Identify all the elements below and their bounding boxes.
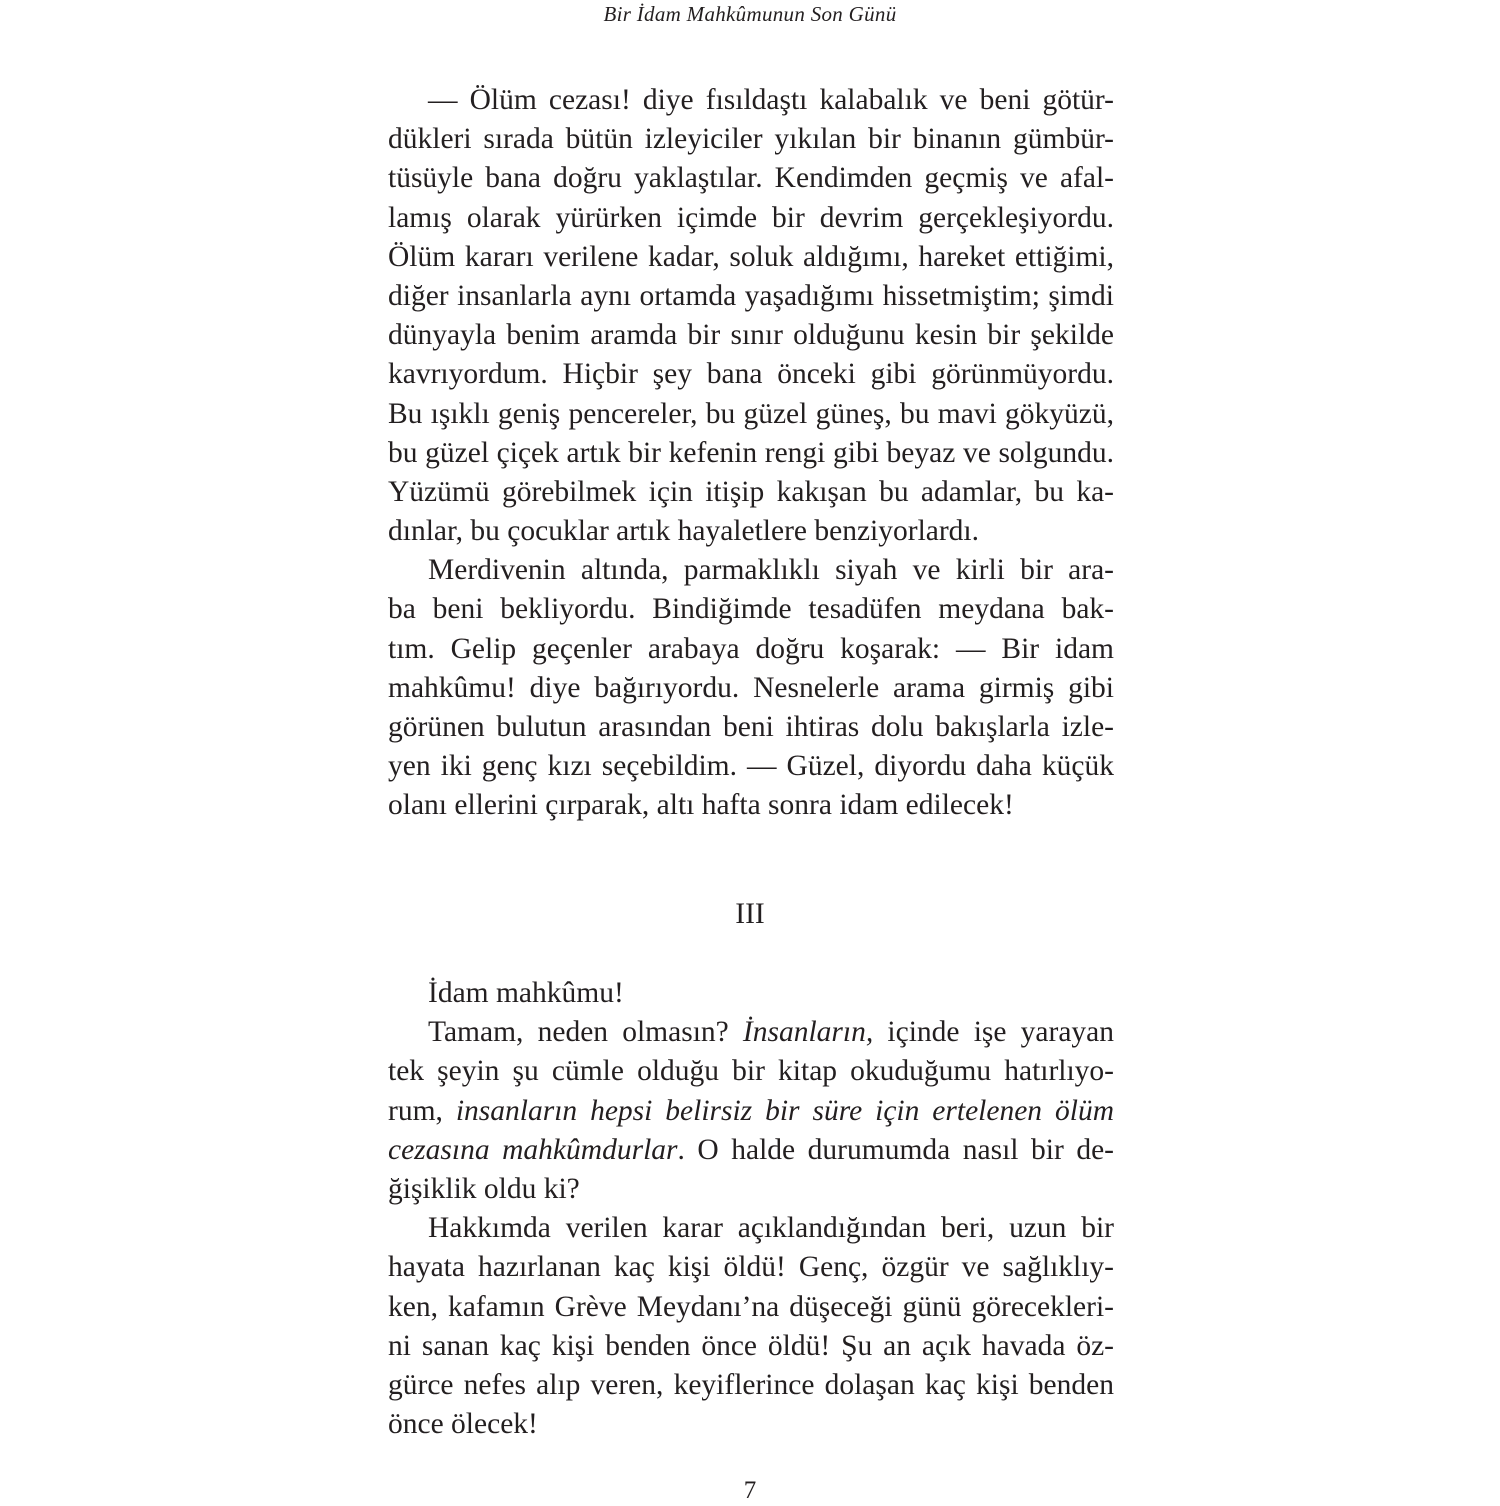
text-line: ni sanan kaç kişi benden önce öldü! Şu an açık havada öz- xyxy=(388,1329,1114,1362)
text-line: yen iki genç kızı seçebildim. — Güzel, diyordu daha küçük xyxy=(388,750,1114,783)
text-line: gürce nefes alıp veren, keyiflerince dolaşan kaç kişi benden xyxy=(388,1368,1114,1401)
paragraph xyxy=(388,81,1114,551)
text-line: kavrıyordum. Hiçbir şey bana önceki gibi görünmüyordu. xyxy=(388,358,1114,391)
paragraph xyxy=(388,1209,1114,1444)
text-line: önce ölecek! xyxy=(388,1408,538,1441)
text-line: Bu ışıklı geniş pencereler, bu güzel güneş, bu mavi gökyüzü, xyxy=(388,397,1114,430)
page-number: 7 xyxy=(743,1477,757,1504)
text-line: olanı ellerini çırparak, altı hafta sonra idam edilecek! xyxy=(388,789,1014,822)
italic-text: insanların hepsi belirsiz bir süre için ertelenen ölüm xyxy=(455,1094,1114,1127)
paragraph xyxy=(388,551,1114,825)
text-line: hayata hazırlanan kaç kişi öldü! Genç, özgür ve sağlıklıy- xyxy=(388,1251,1114,1284)
text-line: görünen bulutun arasından beni ihtiras dolu bakışlarla izle- xyxy=(388,711,1114,743)
section-number: III xyxy=(735,898,765,930)
text-line: dükleri sırada bütün izleyiciler yıkılan bir binanın gümbür- xyxy=(388,123,1114,156)
text-line: dınlar, bu çocuklar artık hayaletlere benziyorlardı. xyxy=(388,515,980,548)
text-line: ğişiklik oldu ki? xyxy=(388,1172,580,1205)
text-line: tüsüyle bana doğru yaklaştılar. Kendimden geçmiş ve afal- xyxy=(388,162,1114,195)
text-line: dünyayla benim aramda bir sınır olduğunu kesin bir şekilde xyxy=(388,319,1114,352)
text-line: — Ölüm cezası! diye fısıldaştı kalabalık ve beni götür- xyxy=(428,84,1114,116)
running-header: Bir İdam Mahkûmunun Son Günü xyxy=(603,2,897,26)
paragraph xyxy=(388,1013,1114,1209)
text-line: lamış olarak yürürken içimde bir devrim gerçekleşiyordu. xyxy=(388,201,1114,234)
text-line: İdam mahkûmu! xyxy=(428,977,624,1009)
body-text-section-two xyxy=(388,974,1114,1444)
text-run: rum, xyxy=(388,1094,456,1127)
italic-text: cezasına mahkûmdurlar xyxy=(388,1133,678,1166)
text-line: diğer insanlarla aynı ortamda yaşadığımı hissetmiştim; şimdi xyxy=(388,279,1114,312)
text-line xyxy=(388,1013,1114,1052)
body-text-section-one xyxy=(388,81,1114,826)
text-line xyxy=(388,1131,1114,1170)
text-line: bu güzel çiçek artık bir kefenin rengi gibi beyaz ve solgundu. xyxy=(388,436,1114,469)
text-line: Ölüm kararı verilene kadar, soluk aldığımı, hareket ettiğimi, xyxy=(388,240,1114,273)
text-run: içinde işe yarayan xyxy=(873,1016,1114,1049)
text-line: tım. Gelip geçenler arabaya doğru koşarak: — Bir idam xyxy=(388,632,1114,665)
text-line: ba beni bekliyordu. Bindiğimde tesadüfen meydana bak- xyxy=(388,593,1114,626)
text-line: tek şeyin şu cümle olduğu bir kitap okuduğumu hatırlıyo- xyxy=(388,1055,1114,1088)
text-line: Hakkımda verilen karar açıklandığından beri, uzun bir xyxy=(428,1212,1114,1245)
text-line: Yüzümü görebilmek için itişip kakışan bu adamlar, bu ka- xyxy=(388,475,1114,508)
text-run: Tamam, neden olmasın? xyxy=(428,1016,743,1049)
text-run: . O halde durumumda nasıl bir de- xyxy=(677,1133,1115,1166)
paragraph xyxy=(388,974,1114,1013)
text-line: ken, kafamın Grève Meydanı’na düşeceği günü görecekleri- xyxy=(388,1290,1114,1323)
text-line xyxy=(388,1092,1114,1131)
text-line: Merdivenin altında, parmaklıklı siyah ve kirli bir ara- xyxy=(428,554,1114,587)
italic-text: İnsanların, xyxy=(742,1016,874,1049)
text-line: mahkûmu! diye bağırıyordu. Nesnelerle arama girmiş gibi xyxy=(388,671,1114,704)
